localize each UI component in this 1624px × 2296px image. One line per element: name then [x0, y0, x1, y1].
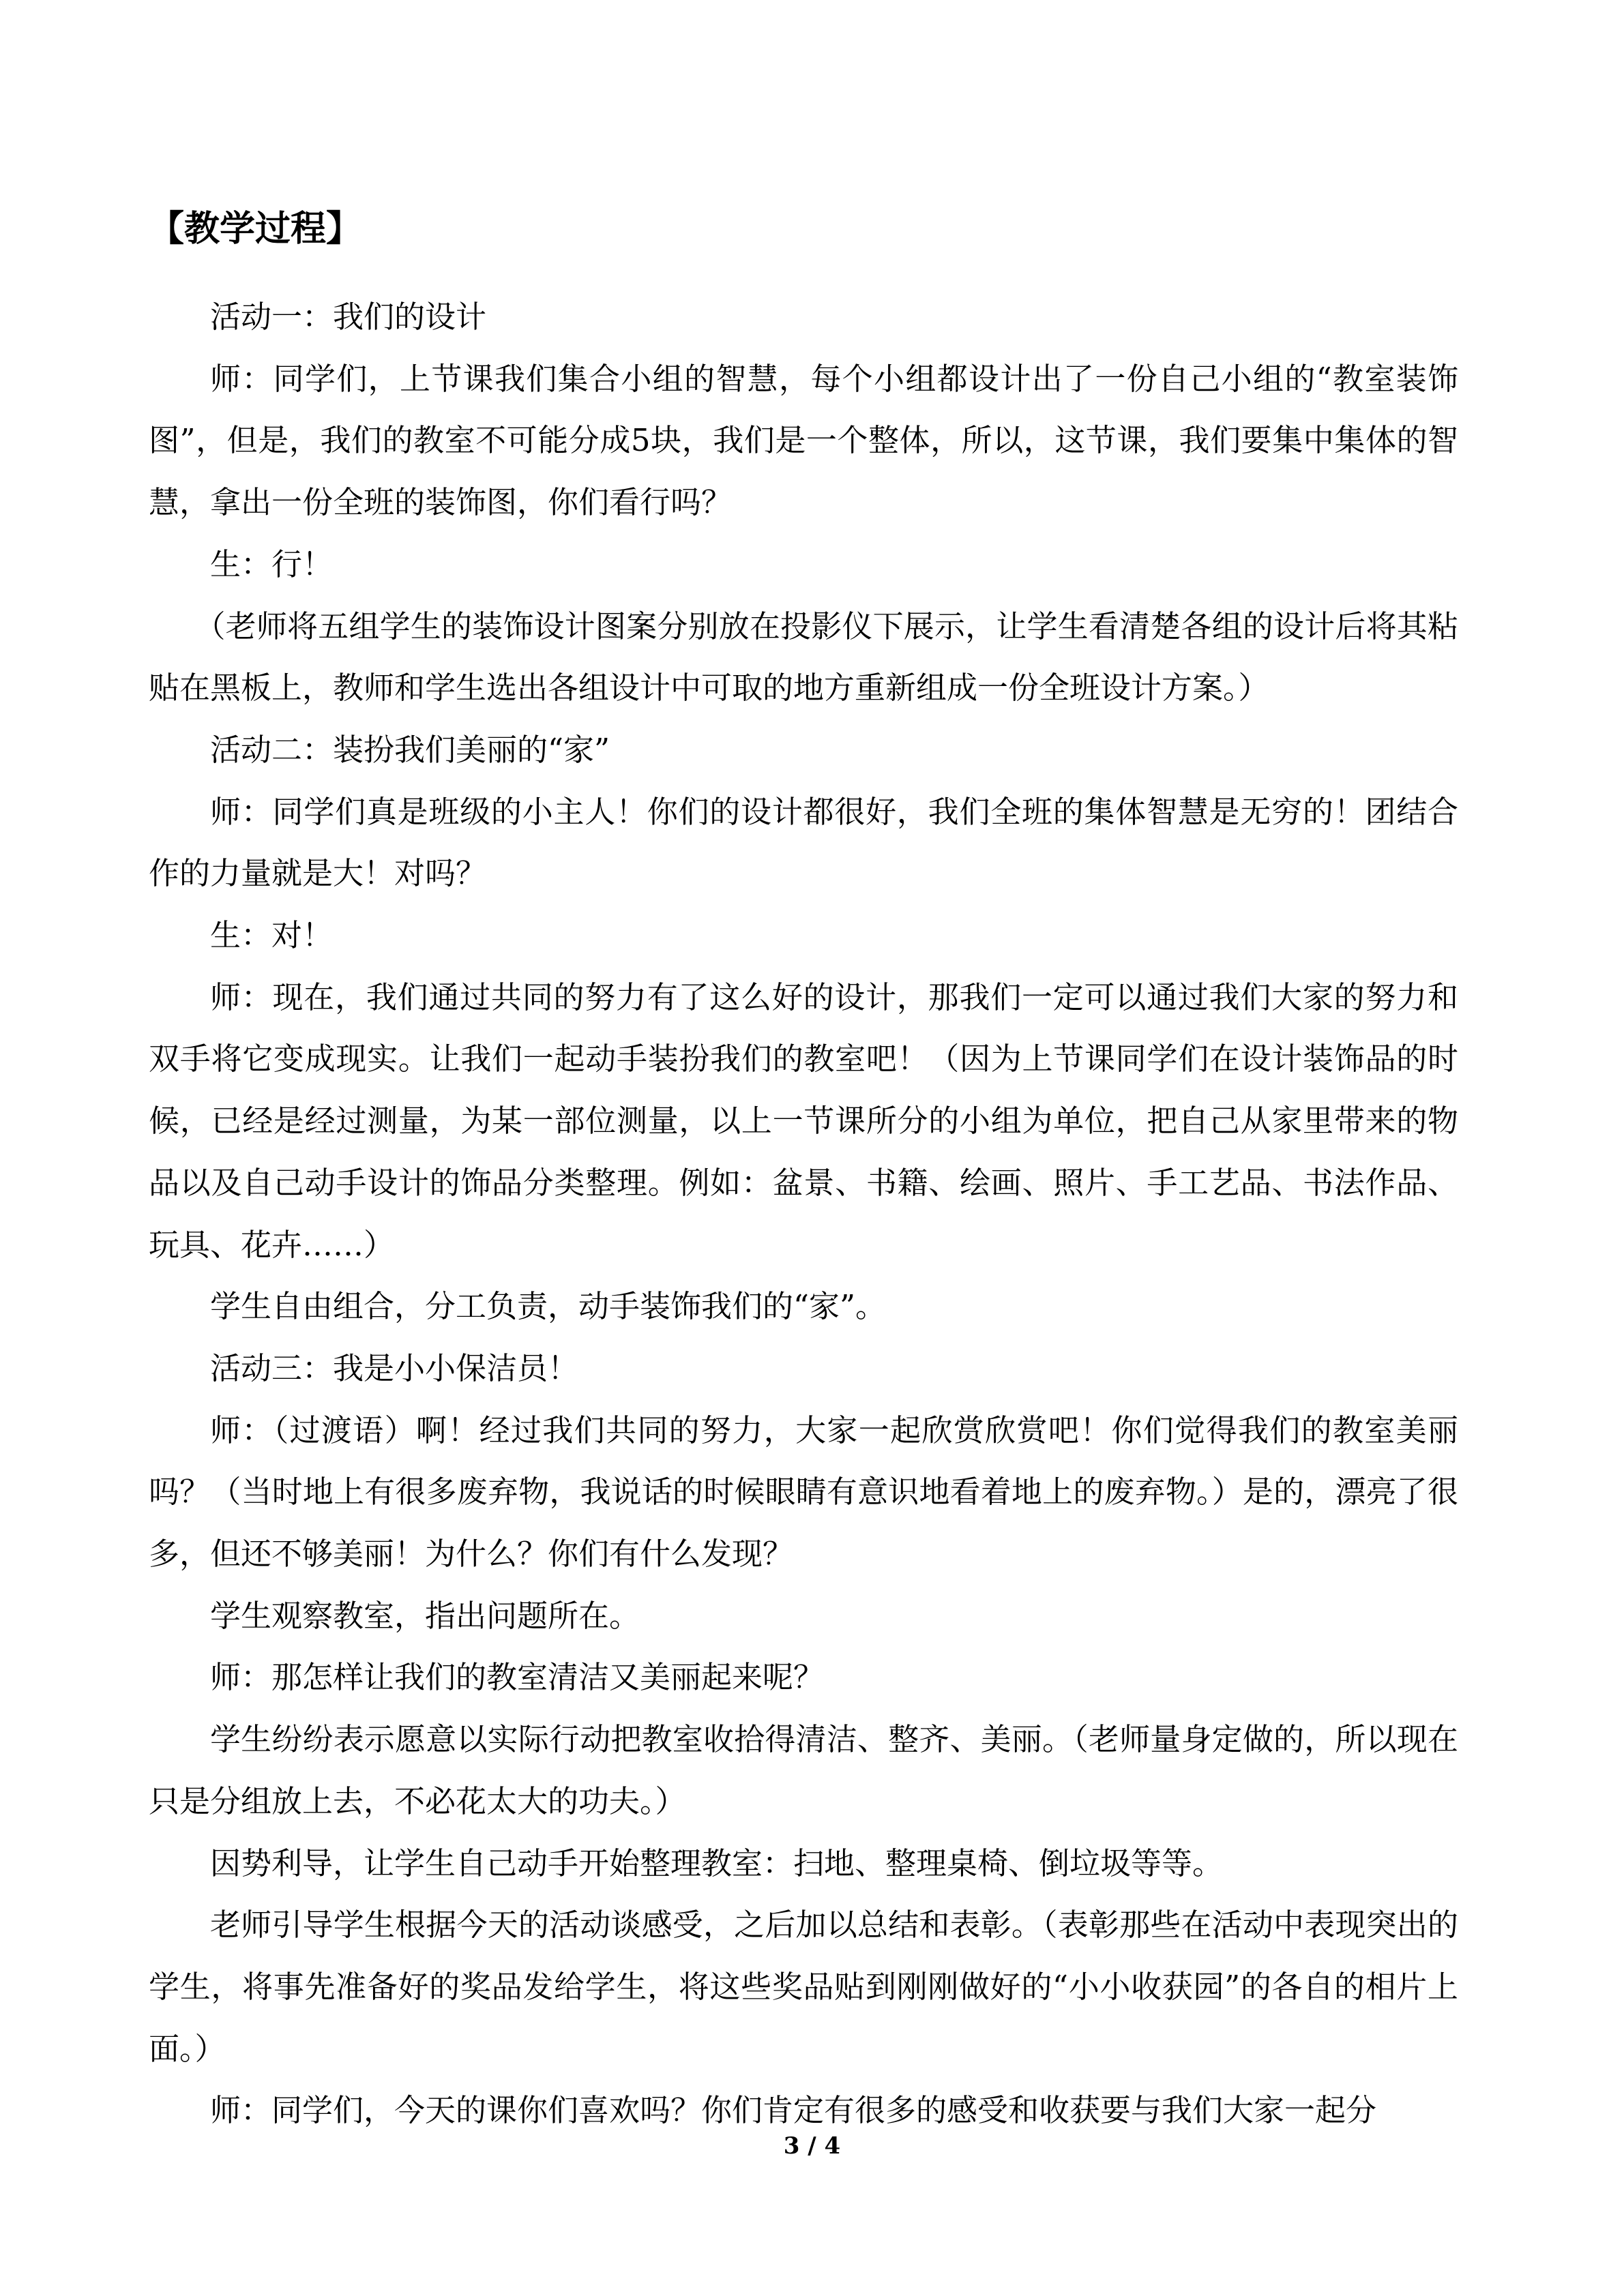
paragraph: 师：（过渡语）啊！经过我们共同的努力，大家一起欣赏欣赏吧！你们觉得我们的教室美丽吗？（当时地上有很多废弃物，我说话的时候眼睛有意识地看着地上的废弃物。）是的，漂亮了很多，但还不够美丽！为什么？你们有什么发现？	[149, 1412, 1458, 1572]
paragraph: 师：那怎样让我们的教室清洁又美丽起来呢？	[210, 1659, 825, 1696]
activity-three-title: 活动三：我是小小保洁员！	[210, 1350, 579, 1386]
paragraph: 师：现在，我们通过共同的努力有了这么好的设计，那我们一定可以通过我们大家的努力和双手将它变成现实。让我们一起动手装扮我们的教室吧！（因为上节课同学们在设计装饰品的时候，已经是经过测量，为某一部位测量，以上一节课所分的小组为单位，把自己从家里带来的物品以及自己动手设计的饰品分类整理。例如：盆景、书籍、绘画、照片、手工艺品、书法作品、玩具、花卉……）	[149, 979, 1458, 1263]
paragraph: 学生观察教室，指出问题所在。	[210, 1597, 640, 1634]
page-number: 3 / 4	[783, 2132, 841, 2160]
paragraph: 师：同学们，今天的课你们喜欢吗？你们肯定有很多的感受和收获要与我们大家一起分	[210, 2092, 1377, 2129]
paragraph: 生：行！	[210, 546, 334, 582]
paragraph: 师：同学们，上节课我们集合小组的智慧，每个小组都设计出了一份自己小组的“教室装饰图”，但是，我们的教室不可能分成5块，我们是一个整体，所以，这节课，我们要集中集体的智慧，拿出一份全班的装饰图，你们看行吗？	[149, 360, 1458, 521]
paragraph: 生：对！	[210, 917, 334, 954]
activity-two-title: 活动二：装扮我们美丽的“家”	[210, 731, 610, 768]
activity-one-title: 活动一：我们的设计	[210, 299, 487, 335]
section-heading: 【教学过程】	[149, 209, 362, 250]
paragraph: 老师引导学生根据今天的活动谈感受，之后加以总结和表彰。（表彰那些在活动中表现突出的学生，将事先准备好的奖品发给学生，将这些奖品贴到刚刚做好的“小小收获园”的各自的相片上面。）	[149, 1907, 1458, 2067]
paragraph: 学生自由组合，分工负责，动手装饰我们的“家”。	[210, 1288, 887, 1325]
paragraph: 因势利导，让学生自己动手开始整理教室：扫地、整理桌椅、倒垃圾等等。	[210, 1845, 1224, 1881]
document-body	[149, 286, 1458, 2142]
paragraph: （老师将五组学生的装饰设计图案分别放在投影仪下展示，让学生看清楚各组的设计后将其粘贴在黑板上，教师和学生选出各组设计中可取的地方重新组成一份全班设计方案。）	[149, 608, 1458, 706]
paragraph: 师：同学们真是班级的小主人！你们的设计都很好，我们全班的集体智慧是无穷的！团结合作的力量就是大！对吗？	[149, 793, 1458, 892]
paragraph: 学生纷纷表示愿意以实际行动把教室收拾得清洁、整齐、美丽。（老师量身定做的，所以现在只是分组放上去，不必花太大的功夫。）	[149, 1721, 1458, 1819]
